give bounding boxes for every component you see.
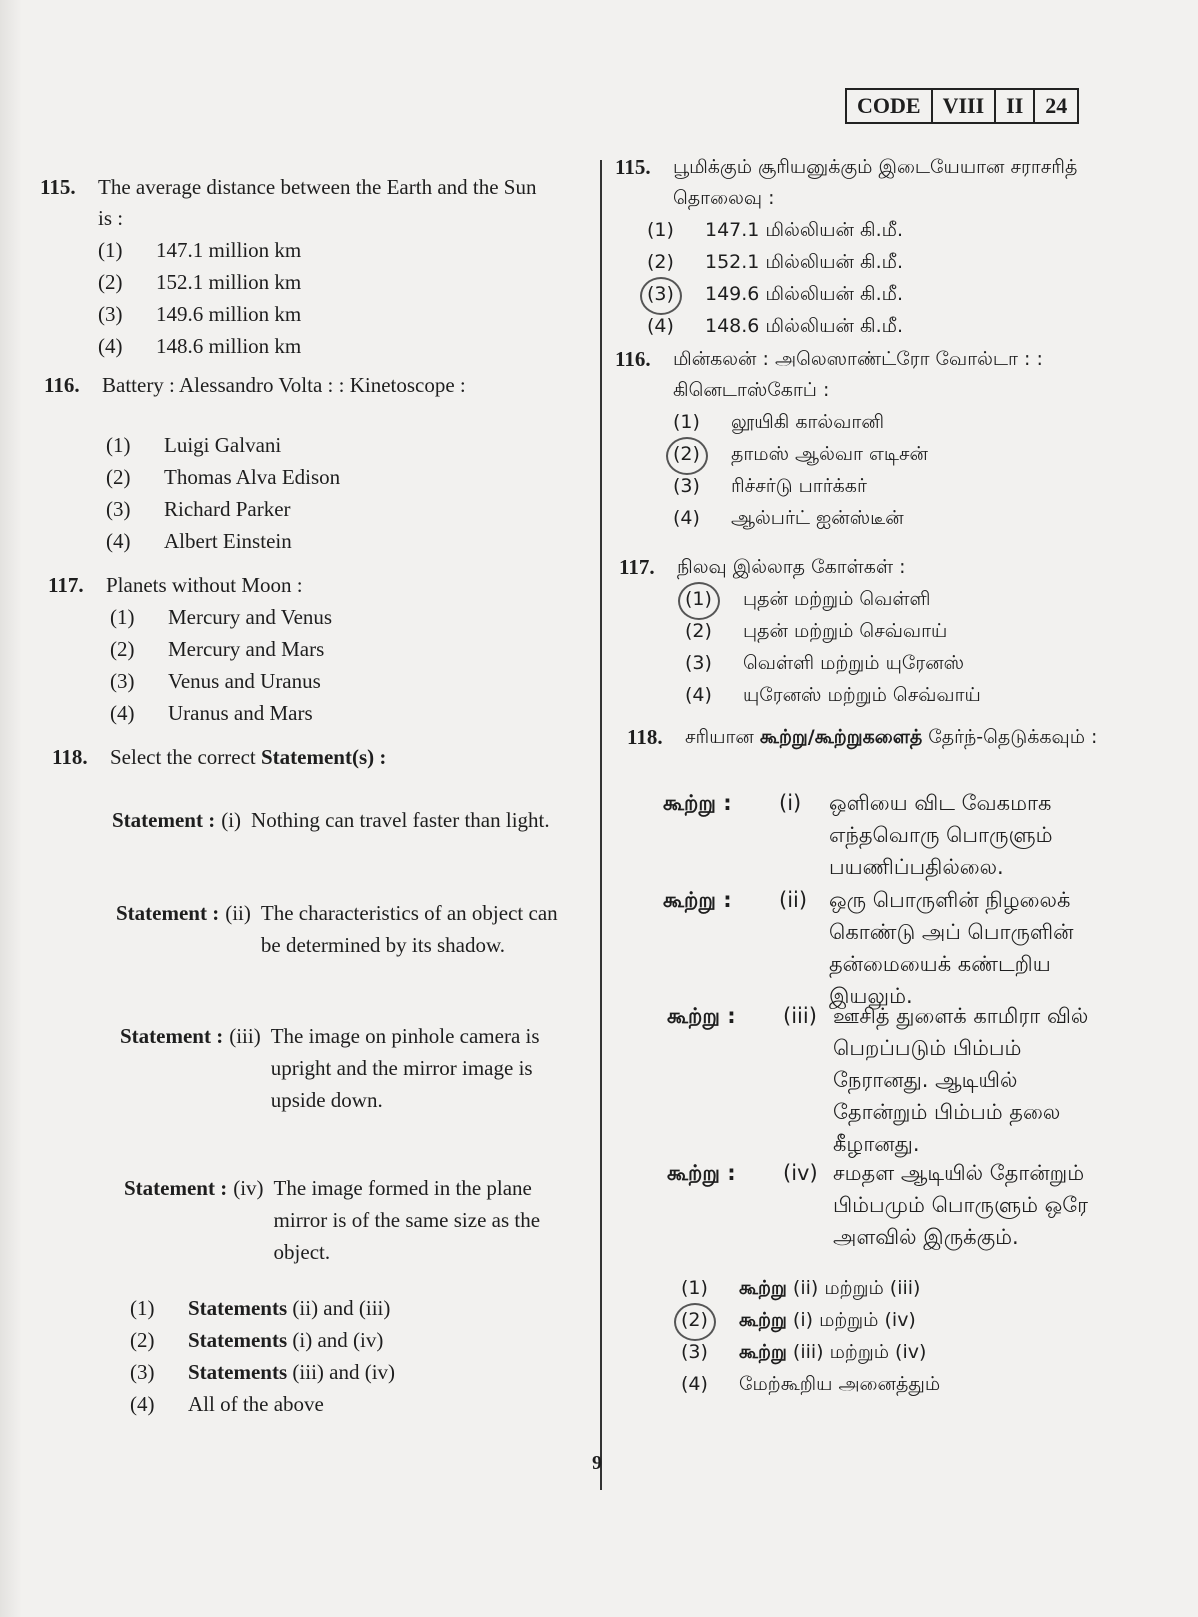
option[interactable] [106, 429, 564, 461]
question-text-bold: Statement(s) : [261, 745, 387, 769]
option-text: Venus and Uranus [168, 669, 321, 693]
statement-text: Nothing can travel faster than light. [251, 808, 550, 832]
option-number: (1) [98, 238, 123, 262]
option-number-circled: (2) [673, 438, 731, 470]
statement-numeral: (iv) [783, 1161, 818, 1185]
option[interactable] [685, 583, 1119, 615]
option[interactable] [681, 1304, 1101, 1336]
option-text: 152.1 மில்லியன் கி.மீ. [705, 251, 904, 273]
option-number: (2) [110, 637, 135, 661]
statement-numeral: (ii) [225, 901, 251, 925]
statement-i-tamil [663, 787, 1103, 883]
question-number: 118. [627, 725, 663, 749]
statement-numeral: (iii) [783, 1004, 817, 1028]
question-number: 116. [615, 347, 651, 371]
question-text-part: சரியான [685, 726, 760, 748]
option[interactable] [110, 665, 568, 697]
option-number: (4) [98, 334, 123, 358]
option-text: 152.1 million km [156, 270, 302, 294]
question-text: The average distance between the Earth and the Sun is : [98, 175, 537, 230]
statement-ii-tamil [663, 884, 1103, 1012]
option-text: புதன் மற்றும் வெள்ளி [743, 588, 931, 610]
statement-text: சமதள ஆடியில் தோன்றும் பிம்பமும் பொருளும் ஒரே அளவில் இருக்கும். [833, 1161, 1088, 1249]
statement-numeral: (i) [779, 791, 802, 815]
option-number: (1) [130, 1296, 155, 1320]
option-number: (1) [647, 219, 674, 241]
page-number: 9 [592, 1452, 602, 1474]
option-text: (ii) and (iii) [292, 1296, 391, 1320]
option[interactable] [98, 298, 540, 330]
question-116 [44, 370, 564, 557]
option[interactable] [647, 278, 1085, 310]
statement-numeral: (ii) [779, 888, 808, 912]
option-text: Richard Parker [164, 497, 291, 521]
option-number: (3) [106, 497, 131, 521]
option-text: Luigi Galvani [164, 433, 282, 457]
option[interactable] [685, 615, 1119, 647]
code-part: VIII [933, 90, 997, 122]
option-number: (3) [130, 1360, 155, 1384]
option-text: (i) மற்றும் (iv) [792, 1309, 916, 1331]
option-text-bold: Statements [188, 1296, 288, 1320]
question-number: 117. [48, 573, 84, 597]
option-number: (4) [681, 1373, 708, 1395]
option-number-circled: (1) [685, 583, 743, 615]
statement-i [112, 804, 557, 836]
question-text-bold: கூற்று/கூற்றுகளைத் [759, 726, 923, 748]
option[interactable] [110, 697, 568, 729]
statement-iv-tamil [667, 1157, 1107, 1253]
option-text-bold: Statements [188, 1360, 288, 1384]
statement-iii [120, 1020, 565, 1116]
question-116-tamil [615, 344, 1115, 534]
option-number: (1) [110, 605, 135, 629]
option-text: மேற்கூறிய அனைத்தும் [739, 1373, 941, 1395]
option-text: (iii) and (iv) [292, 1360, 396, 1384]
question-text-part: Select the correct [110, 745, 261, 769]
option[interactable] [647, 310, 1085, 342]
option-text: (ii) மற்றும் (iii) [792, 1277, 921, 1299]
question-text: நிலவு இல்லாத கோள்கள் : [677, 556, 906, 578]
option[interactable] [110, 633, 568, 665]
option-text: (i) and (iv) [292, 1328, 384, 1352]
question-number: 118. [52, 745, 88, 769]
option[interactable] [106, 525, 564, 557]
statement-label: Statement : [124, 1176, 228, 1200]
option[interactable] [98, 266, 540, 298]
statement-text: ஒரு பொருளின் நிழலைக் கொண்டு அப் பொருளின் தன்மையைக் கண்டறிய இயலும். [829, 888, 1074, 1008]
question-number: 115. [40, 175, 76, 199]
option[interactable] [130, 1324, 550, 1356]
statement-label: Statement : [120, 1024, 224, 1048]
option-number: (4) [110, 701, 135, 725]
option[interactable] [685, 647, 1119, 679]
statement-label: Statement : [112, 808, 216, 832]
code-part: II [996, 90, 1035, 122]
option[interactable] [110, 601, 568, 633]
statement-label: Statement : [116, 901, 220, 925]
option-text: புதன் மற்றும் செவ்வாய் [743, 620, 948, 642]
option-number: (2) [685, 620, 712, 642]
option-text-bold: கூற்று [739, 1277, 787, 1299]
statement-iii-tamil [667, 1000, 1107, 1160]
question-text: பூமிக்கும் சூரியனுக்கும் இடையேயான சராசரித் தொலைவு : [673, 156, 1078, 209]
option-number: (3) [110, 669, 135, 693]
option-number: (2) [130, 1328, 155, 1352]
option[interactable] [106, 493, 564, 525]
question-117 [48, 570, 568, 729]
option-number-circled: (3) [647, 278, 705, 310]
question-number: 115. [615, 155, 651, 179]
question-115-tamil [615, 152, 1085, 342]
statement-numeral: (iv) [233, 1176, 264, 1200]
statement-numeral: (iii) [229, 1024, 261, 1048]
statement-text: The image on pinhole camera is upright and the mirror image is upside down. [270, 1024, 540, 1112]
question-text-part: தேர்ந்-தெடுக்கவும் : [922, 726, 1098, 748]
option[interactable] [98, 234, 540, 266]
statement-text: ஊசித் துளைக் காமிரா வில் பெறப்படும் பிம்பம் நேரானது. ஆடியில் தோன்றும் பிம்பம் தலை கீழானது. [833, 1004, 1089, 1156]
option-number: (1) [673, 411, 700, 433]
statement-text: The characteristics of an object can be determined by its shadow. [260, 901, 558, 957]
question-118 [52, 742, 572, 773]
option-number: (4) [673, 507, 700, 529]
question-text: மின்கலன் : அலெஸாண்ட்ரோ வோல்டா : : கினெடாஸ்கோப் : [673, 348, 1043, 401]
option-text: 147.1 million km [156, 238, 302, 262]
option-number: (4) [685, 684, 712, 706]
option-number: (3) [98, 302, 123, 326]
option-number: (3) [685, 652, 712, 674]
option-text: Mercury and Venus [168, 605, 333, 629]
option[interactable] [647, 214, 1085, 246]
option[interactable] [685, 679, 1119, 711]
question-text [685, 722, 1107, 753]
scan-edge [0, 0, 22, 1617]
statement-numeral: (i) [221, 808, 242, 832]
option[interactable] [681, 1336, 1101, 1368]
option-text: ரிச்சர்டு பார்க்கர் [731, 475, 867, 497]
option-text: Thomas Alva Edison [164, 465, 341, 489]
option[interactable] [130, 1292, 550, 1324]
option-number: (2) [106, 465, 131, 489]
question-number: 116. [44, 373, 80, 397]
question-117-tamil [619, 552, 1119, 711]
statement-label: கூற்று : [663, 791, 732, 815]
question-118-tamil [627, 722, 1107, 753]
option-text-bold: Statements [188, 1328, 288, 1352]
option[interactable] [98, 330, 540, 362]
option[interactable] [681, 1272, 1101, 1304]
statement-label: கூற்று : [667, 1004, 736, 1028]
option-number: (1) [106, 433, 131, 457]
statement-text: ஒளியை விட வேகமாக எந்தவொரு பொருளும் பயணிப்பதில்லை. [829, 791, 1053, 879]
option-text: All of the above [188, 1392, 324, 1416]
statement-ii [116, 897, 561, 961]
option-number: (3) [673, 475, 700, 497]
option-text: வெள்ளி மற்றும் யுரேனஸ் [743, 652, 965, 674]
code-box [845, 88, 1079, 124]
option-text-bold: கூற்று [739, 1309, 787, 1331]
option-number-circled: (2) [681, 1304, 739, 1336]
option-text-bold: கூற்று [739, 1341, 787, 1363]
option-text: Uranus and Mars [168, 701, 313, 725]
option-number: (3) [681, 1341, 708, 1363]
option[interactable] [673, 406, 1115, 438]
code-label: CODE [847, 90, 933, 122]
option-text: லூயிகி கால்வானி [731, 411, 885, 433]
statement-text: The image formed in the plane mirror is of the same size as the object. [273, 1176, 541, 1264]
option-text: ஆல்பர்ட் ஐன்ஸ்டீன் [731, 507, 904, 529]
option-text: 147.1 மில்லியன் கி.மீ. [705, 219, 904, 241]
option-text: (iii) மற்றும் (iv) [792, 1341, 927, 1363]
question-115 [40, 172, 540, 362]
option-number: (4) [130, 1392, 155, 1416]
option-text: 149.6 million km [156, 302, 302, 326]
question-text [110, 742, 572, 773]
column-divider [600, 160, 602, 1490]
option-text: தாமஸ் ஆல்வா எடிசன் [731, 443, 928, 465]
option-number: (4) [647, 315, 674, 337]
option-number: (2) [647, 251, 674, 273]
option[interactable] [130, 1356, 550, 1388]
option-text: 148.6 million km [156, 334, 302, 358]
option[interactable] [647, 246, 1085, 278]
option[interactable] [130, 1388, 550, 1420]
option-number: (4) [106, 529, 131, 553]
option[interactable] [106, 461, 564, 493]
question-118-options-tamil [681, 1272, 1101, 1400]
question-118-options [130, 1292, 550, 1420]
option-number: (2) [98, 270, 123, 294]
question-text: Planets without Moon : [106, 573, 303, 597]
code-part: 24 [1045, 93, 1068, 118]
question-number: 117. [619, 555, 655, 579]
option[interactable] [673, 470, 1115, 502]
option[interactable] [673, 502, 1115, 534]
option-text: 148.6 மில்லியன் கி.மீ. [705, 315, 904, 337]
statement-label: கூற்று : [667, 1161, 736, 1185]
option-text: Mercury and Mars [168, 637, 325, 661]
question-text: Battery : Alessandro Volta : : Kinetoscope : [102, 373, 466, 397]
option-text: யுரேனஸ் மற்றும் செவ்வாய் [743, 684, 981, 706]
statement-label: கூற்று : [663, 888, 732, 912]
option-text: Albert Einstein [164, 529, 292, 553]
option[interactable] [673, 438, 1115, 470]
option[interactable] [681, 1368, 1101, 1400]
option-number: (1) [681, 1277, 708, 1299]
statement-iv [124, 1172, 569, 1268]
option-text: 149.6 மில்லியன் கி.மீ. [705, 283, 904, 305]
